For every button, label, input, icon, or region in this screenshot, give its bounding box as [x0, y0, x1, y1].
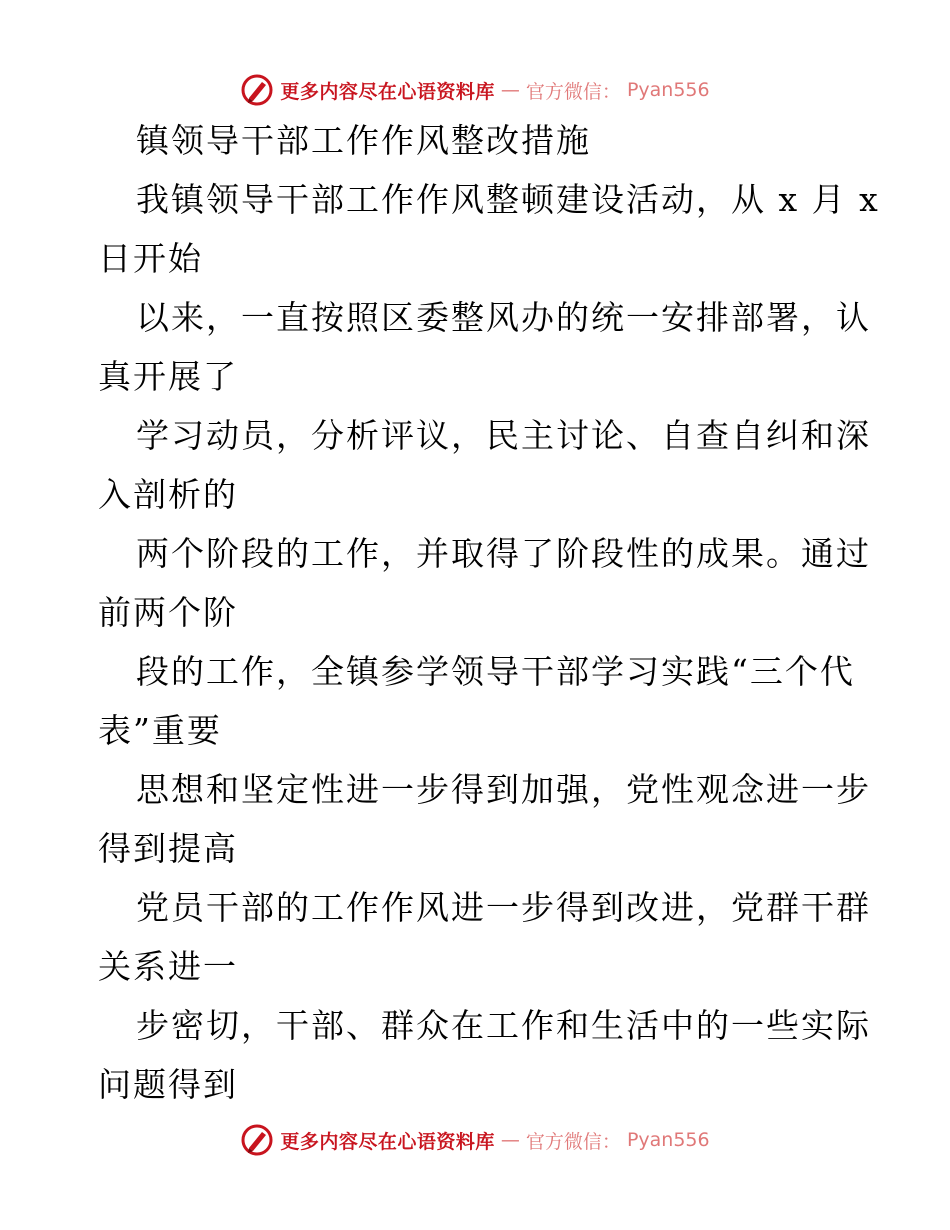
- paragraph-line: 两个阶段的工作，并取得了阶段性的成果。通过: [136, 534, 871, 573]
- paragraph-line: 关系进一: [98, 947, 238, 986]
- paragraph-line: 思想和坚定性进一步得到加强，党性观念进一步: [136, 770, 871, 809]
- header-banner: [0, 70, 950, 110]
- paragraph-line: 前两个阶: [98, 593, 238, 632]
- paragraph-line: 段的工作，全镇参学领导干部学习实践“三个代: [136, 652, 855, 691]
- pen-logo-icon: [240, 73, 274, 107]
- paragraph-line: 真开展了: [98, 357, 238, 396]
- paragraph-line: 我镇领导干部工作作风整顿建设活动，从 x 月 x: [136, 180, 880, 219]
- paragraph-line: 党员干部的工作作风进一步得到改进，党群干群: [136, 888, 871, 927]
- banner-dash: —: [500, 79, 520, 101]
- document-title: 镇领导干部工作作风整改措施: [136, 121, 591, 160]
- banner-wechat-id: Pyan556: [626, 1129, 710, 1151]
- banner-wechat-label: 官方微信：: [525, 1130, 621, 1153]
- paragraph-line: 表”重要: [98, 711, 222, 750]
- paragraph-line: 以来，一直按照区委整风办的统一安排部署，认: [136, 298, 871, 337]
- paragraph-line: 日开始: [98, 239, 203, 278]
- paragraph-line: 步密切，干部、群众在工作和生活中的一些实际: [136, 1006, 871, 1045]
- paragraph-line: 入剖析的: [98, 475, 238, 514]
- banner-text: 更多内容尽在心语资料库: [280, 80, 495, 103]
- banner-text: 更多内容尽在心语资料库: [280, 1130, 495, 1153]
- paragraph-line: 问题得到: [98, 1065, 238, 1104]
- paragraph-line: 得到提高: [98, 829, 238, 868]
- banner-dash: —: [500, 1129, 520, 1151]
- pen-logo-icon: [240, 1123, 274, 1157]
- paragraph-line: 学习动员，分析评议，民主讨论、自查自纠和深: [136, 416, 871, 455]
- banner-wechat-id: Pyan556: [626, 79, 710, 101]
- footer-banner: [0, 1120, 950, 1160]
- banner-wechat-label: 官方微信：: [525, 80, 621, 103]
